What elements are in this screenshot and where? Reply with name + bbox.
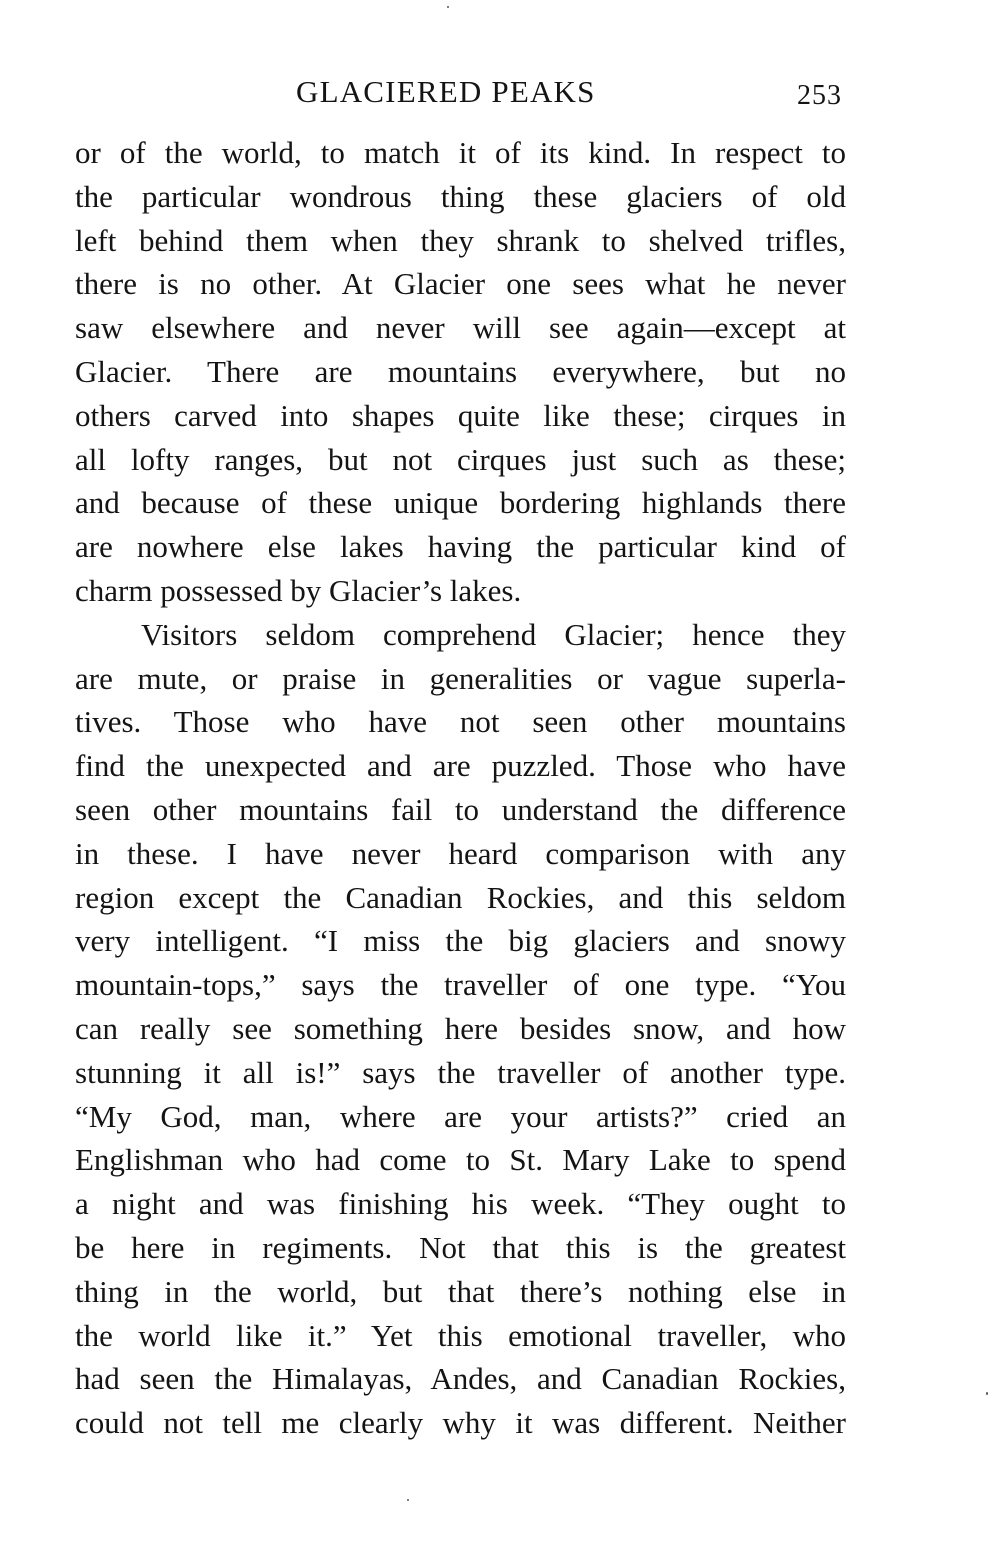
text-line: Englishman who had come to St. Mary Lake to spend bbox=[75, 1142, 846, 1178]
text-line: region except the Canadian Rockies, and this seldom bbox=[75, 879, 846, 915]
text-line: saw elsewhere and never will see again—except at bbox=[75, 310, 846, 346]
text-line: find the unexpected and are puzzled. Those who have bbox=[75, 748, 846, 784]
text-line: or of the world, to match it of its kind. In respect to bbox=[75, 135, 846, 170]
text-line: and because of these unique bordering highlands there bbox=[75, 485, 846, 521]
text-line: be here in regiments. Not that this is the greatest bbox=[75, 1229, 846, 1265]
text-line: “My God, man, where are your artists?” cried an bbox=[75, 1098, 846, 1134]
body-text bbox=[75, 131, 846, 1445]
text-line: very intelligent. “I miss the big glaciers and snowy bbox=[75, 923, 846, 959]
text-line: had seen the Himalayas, Andes, and Canadian Rockies, bbox=[75, 1361, 846, 1397]
text-line: Visitors seldom comprehend Glacier; hence they bbox=[141, 616, 846, 652]
text-line: are mute, or praise in generalities or vague superla- bbox=[75, 660, 846, 696]
text-line: stunning it all is!” says the traveller of another type. bbox=[75, 1054, 846, 1090]
text-line: thing in the world, but that there’s nothing else in bbox=[75, 1273, 846, 1309]
paragraph bbox=[75, 131, 846, 613]
text-line: the world like it.” Yet this emotional traveller, who bbox=[75, 1317, 846, 1353]
text-line: others carved into shapes quite like these; cirques in bbox=[75, 397, 846, 433]
text-line: charm possessed by Glacier’s lakes. bbox=[75, 572, 522, 608]
text-line: seen other mountains fail to understand the difference bbox=[75, 791, 846, 827]
paper-speck bbox=[447, 6, 449, 8]
text-line: tives. Those who have not seen other mountains bbox=[75, 704, 846, 740]
text-line: a night and was finishing his week. “They ought to bbox=[75, 1186, 846, 1222]
text-line: can really see something here besides snow, and how bbox=[75, 1010, 846, 1046]
text-line: all lofty ranges, but not cirques just such as these; bbox=[75, 441, 846, 477]
paragraph bbox=[75, 613, 846, 1445]
running-title: GLACIERED PEAKS bbox=[296, 74, 596, 109]
text-line: in these. I have never heard comparison with any bbox=[75, 835, 846, 871]
text-line: could not tell me clearly why it was different. Neither bbox=[75, 1405, 846, 1441]
paper-speck bbox=[986, 1392, 988, 1395]
text-line: mountain-tops,” says the traveller of one type. “You bbox=[75, 967, 846, 1003]
text-line: are nowhere else lakes having the particular kind of bbox=[75, 529, 846, 565]
text-line: left behind them when they shrank to shelved trifles, bbox=[75, 222, 846, 258]
text-line: there is no other. At Glacier one sees what he never bbox=[75, 266, 846, 302]
text-line: the particular wondrous thing these glaciers of old bbox=[75, 178, 846, 214]
page-number: 253 bbox=[797, 80, 842, 111]
text-line: Glacier. There are mountains everywhere, but no bbox=[75, 353, 846, 389]
paper-speck bbox=[407, 1499, 409, 1501]
running-head bbox=[0, 74, 1000, 114]
